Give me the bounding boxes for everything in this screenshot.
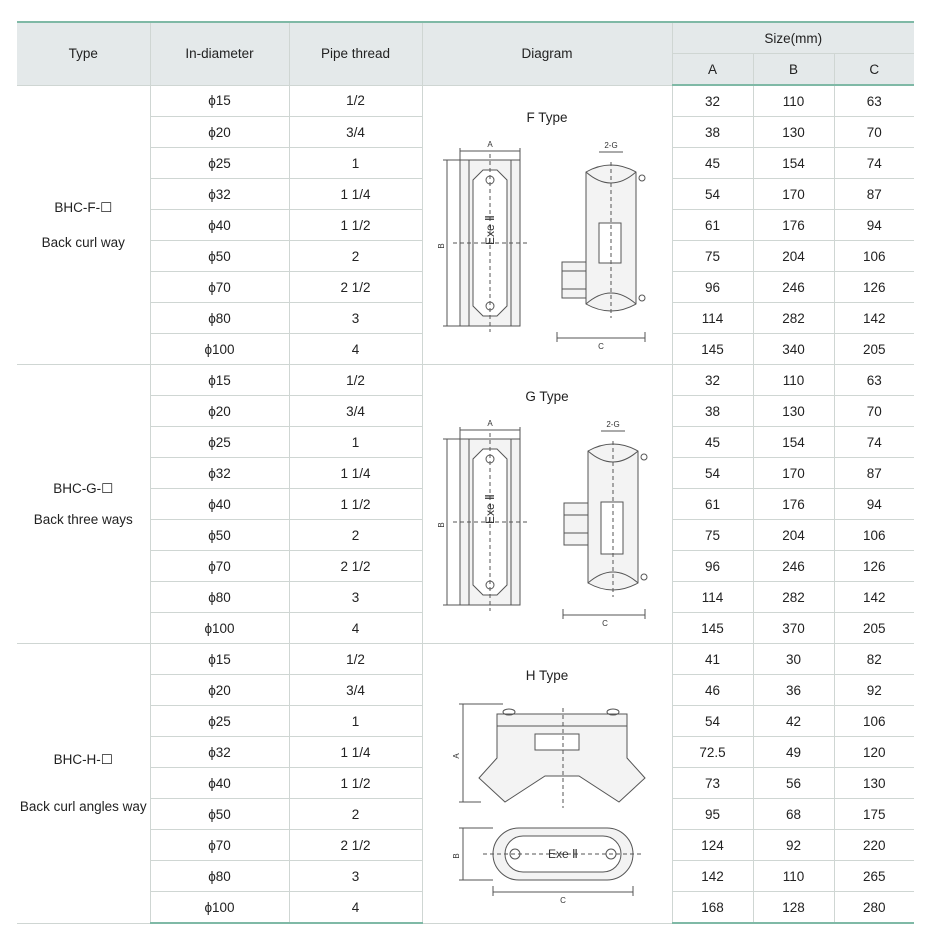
size-b-cell: 176 bbox=[753, 210, 834, 241]
size-c-cell: 74 bbox=[834, 427, 914, 458]
in-diameter-cell: ϕ25 bbox=[150, 427, 289, 458]
in-diameter-cell: ϕ100 bbox=[150, 892, 289, 924]
size-a-cell: 114 bbox=[672, 303, 753, 334]
size-a-cell: 38 bbox=[672, 396, 753, 427]
type-cell bbox=[17, 365, 150, 644]
size-b-cell: 49 bbox=[753, 737, 834, 768]
size-a-cell: 45 bbox=[672, 427, 753, 458]
specification-table bbox=[17, 21, 914, 924]
pipe-thread-cell: 4 bbox=[289, 334, 422, 365]
dim-c-label: C bbox=[559, 896, 566, 906]
size-a-cell: 61 bbox=[672, 489, 753, 520]
size-c-cell: 87 bbox=[834, 179, 914, 210]
size-a-cell: 73 bbox=[672, 768, 753, 799]
size-c-cell: 63 bbox=[834, 85, 914, 117]
in-diameter-cell: ϕ80 bbox=[150, 303, 289, 334]
size-b-cell: 110 bbox=[753, 365, 834, 396]
size-c-cell: 92 bbox=[834, 675, 914, 706]
in-diameter-cell: ϕ15 bbox=[150, 365, 289, 396]
f-type-drawing bbox=[423, 120, 673, 360]
size-a-cell: 54 bbox=[672, 706, 753, 737]
pipe-thread-cell: 3 bbox=[289, 303, 422, 334]
pipe-thread-cell: 3 bbox=[289, 861, 422, 892]
size-a-cell: 96 bbox=[672, 551, 753, 582]
pipe-thread-cell: 1/2 bbox=[289, 644, 422, 675]
size-b-cell: 370 bbox=[753, 613, 834, 644]
size-b-cell: 30 bbox=[753, 644, 834, 675]
in-diameter-cell: ϕ70 bbox=[150, 551, 289, 582]
in-diameter-cell: ϕ32 bbox=[150, 737, 289, 768]
size-a-cell: 32 bbox=[672, 365, 753, 396]
dim-a-label: A bbox=[486, 419, 493, 428]
dim-c-label: C bbox=[601, 619, 608, 628]
dim-b-label: B bbox=[436, 522, 446, 528]
in-diameter-cell: ϕ80 bbox=[150, 861, 289, 892]
type-cell bbox=[17, 85, 150, 365]
table-row bbox=[17, 644, 914, 675]
h-type-drawing bbox=[423, 678, 673, 918]
size-c-cell: 70 bbox=[834, 117, 914, 148]
size-b-cell: 170 bbox=[753, 458, 834, 489]
in-diameter-cell: ϕ50 bbox=[150, 520, 289, 551]
in-diameter-cell: ϕ15 bbox=[150, 644, 289, 675]
in-diameter-cell: ϕ40 bbox=[150, 768, 289, 799]
in-diameter-cell: ϕ50 bbox=[150, 241, 289, 272]
size-a-cell: 168 bbox=[672, 892, 753, 924]
in-diameter-cell: ϕ40 bbox=[150, 489, 289, 520]
diagram-cell bbox=[422, 644, 672, 924]
size-a-cell: 46 bbox=[672, 675, 753, 706]
dim-2g-label: 2-G bbox=[603, 140, 618, 150]
pipe-thread-cell: 1 1/2 bbox=[289, 768, 422, 799]
size-a-cell: 41 bbox=[672, 644, 753, 675]
in-diameter-cell: ϕ40 bbox=[150, 210, 289, 241]
size-b-cell: 42 bbox=[753, 706, 834, 737]
in-diameter-cell: ϕ20 bbox=[150, 117, 289, 148]
size-c-cell: 126 bbox=[834, 551, 914, 582]
size-a-cell: 32 bbox=[672, 85, 753, 117]
size-a-cell: 75 bbox=[672, 241, 753, 272]
table-row bbox=[17, 85, 914, 117]
in-diameter-cell: ϕ20 bbox=[150, 675, 289, 706]
pipe-thread-cell: 2 1/2 bbox=[289, 551, 422, 582]
exe-marking: Exe Ⅱ bbox=[482, 214, 497, 245]
pipe-thread-cell: 3 bbox=[289, 582, 422, 613]
in-diameter-cell: ϕ25 bbox=[150, 706, 289, 737]
size-c-cell: 106 bbox=[834, 520, 914, 551]
in-diameter-cell: ϕ100 bbox=[150, 334, 289, 365]
size-c-cell: 94 bbox=[834, 489, 914, 520]
pipe-thread-cell: 3/4 bbox=[289, 117, 422, 148]
exe-marking: Exe Ⅱ bbox=[547, 847, 578, 862]
size-c-cell: 74 bbox=[834, 148, 914, 179]
size-a-cell: 38 bbox=[672, 117, 753, 148]
pipe-thread-cell: 1 1/4 bbox=[289, 737, 422, 768]
in-diameter-cell: ϕ20 bbox=[150, 396, 289, 427]
header-size-b: B bbox=[753, 54, 834, 86]
table-row bbox=[17, 365, 914, 396]
size-a-cell: 96 bbox=[672, 272, 753, 303]
diagram-title: H Type bbox=[525, 668, 569, 684]
in-diameter-cell: ϕ25 bbox=[150, 148, 289, 179]
in-diameter-cell: ϕ70 bbox=[150, 272, 289, 303]
in-diameter-cell: ϕ100 bbox=[150, 613, 289, 644]
dim-b-label: B bbox=[436, 243, 446, 249]
header-size-a: A bbox=[672, 54, 753, 86]
pipe-thread-cell: 1 1/2 bbox=[289, 210, 422, 241]
size-a-cell: 72.5 bbox=[672, 737, 753, 768]
pipe-thread-cell: 1 1/4 bbox=[289, 458, 422, 489]
type-description: Back curl way bbox=[41, 234, 125, 250]
pipe-thread-cell: 1/2 bbox=[289, 85, 422, 117]
size-c-cell: 142 bbox=[834, 303, 914, 334]
size-c-cell: 280 bbox=[834, 892, 914, 924]
pipe-thread-cell: 1 1/4 bbox=[289, 179, 422, 210]
dim-a-label: A bbox=[486, 139, 493, 149]
size-a-cell: 142 bbox=[672, 861, 753, 892]
size-c-cell: 106 bbox=[834, 241, 914, 272]
dim-2g-label: 2-G bbox=[605, 420, 620, 429]
size-b-cell: 282 bbox=[753, 303, 834, 334]
size-c-cell: 63 bbox=[834, 365, 914, 396]
size-b-cell: 154 bbox=[753, 148, 834, 179]
size-c-cell: 220 bbox=[834, 830, 914, 861]
header-in-diameter: In-diameter bbox=[150, 22, 289, 85]
header-diagram: Diagram bbox=[422, 22, 672, 85]
dim-c-label: C bbox=[597, 341, 604, 351]
size-b-cell: 154 bbox=[753, 427, 834, 458]
size-b-cell: 128 bbox=[753, 892, 834, 924]
size-c-cell: 120 bbox=[834, 737, 914, 768]
size-a-cell: 145 bbox=[672, 613, 753, 644]
size-b-cell: 340 bbox=[753, 334, 834, 365]
size-b-cell: 170 bbox=[753, 179, 834, 210]
size-a-cell: 114 bbox=[672, 582, 753, 613]
type-cell bbox=[17, 644, 150, 924]
size-b-cell: 110 bbox=[753, 861, 834, 892]
size-c-cell: 106 bbox=[834, 706, 914, 737]
in-diameter-cell: ϕ80 bbox=[150, 582, 289, 613]
pipe-thread-cell: 1 bbox=[289, 148, 422, 179]
size-b-cell: 176 bbox=[753, 489, 834, 520]
type-description: Back three ways bbox=[33, 512, 133, 527]
type-code: BHC-F-☐ bbox=[54, 199, 113, 215]
header-type: Type bbox=[17, 22, 150, 85]
pipe-thread-cell: 4 bbox=[289, 892, 422, 924]
size-b-cell: 56 bbox=[753, 768, 834, 799]
dim-b-label: B bbox=[451, 853, 461, 859]
pipe-thread-cell: 3/4 bbox=[289, 396, 422, 427]
size-c-cell: 265 bbox=[834, 861, 914, 892]
in-diameter-cell: ϕ32 bbox=[150, 458, 289, 489]
exe-marking: Exe Ⅱ bbox=[482, 494, 497, 524]
pipe-thread-cell: 1/2 bbox=[289, 365, 422, 396]
diagram-title: G Type bbox=[525, 389, 569, 404]
size-b-cell: 130 bbox=[753, 117, 834, 148]
type-code: BHC-H-☐ bbox=[53, 752, 113, 768]
in-diameter-cell: ϕ15 bbox=[150, 85, 289, 117]
size-a-cell: 61 bbox=[672, 210, 753, 241]
size-b-cell: 282 bbox=[753, 582, 834, 613]
header-pipe-thread: Pipe thread bbox=[289, 22, 422, 85]
size-b-cell: 246 bbox=[753, 272, 834, 303]
size-b-cell: 68 bbox=[753, 799, 834, 830]
diagram-cell bbox=[422, 85, 672, 365]
diagram-cell bbox=[422, 365, 672, 644]
pipe-thread-cell: 2 1/2 bbox=[289, 272, 422, 303]
size-a-cell: 124 bbox=[672, 830, 753, 861]
in-diameter-cell: ϕ50 bbox=[150, 799, 289, 830]
size-c-cell: 126 bbox=[834, 272, 914, 303]
pipe-thread-cell: 3/4 bbox=[289, 675, 422, 706]
size-c-cell: 205 bbox=[834, 334, 914, 365]
table-body bbox=[17, 85, 914, 923]
in-diameter-cell: ϕ70 bbox=[150, 830, 289, 861]
pipe-thread-cell: 1 1/2 bbox=[289, 489, 422, 520]
type-code: BHC-G-☐ bbox=[53, 481, 114, 496]
header-size-c: C bbox=[834, 54, 914, 86]
g-type-drawing bbox=[423, 399, 673, 639]
size-b-cell: 110 bbox=[753, 85, 834, 117]
size-b-cell: 204 bbox=[753, 520, 834, 551]
diagram-title: F Type bbox=[526, 109, 568, 125]
in-diameter-cell: ϕ32 bbox=[150, 179, 289, 210]
size-c-cell: 130 bbox=[834, 768, 914, 799]
size-b-cell: 204 bbox=[753, 241, 834, 272]
pipe-thread-cell: 2 1/2 bbox=[289, 830, 422, 861]
header-size: Size(mm) bbox=[672, 22, 914, 54]
size-c-cell: 82 bbox=[834, 644, 914, 675]
size-a-cell: 54 bbox=[672, 458, 753, 489]
size-c-cell: 175 bbox=[834, 799, 914, 830]
size-a-cell: 54 bbox=[672, 179, 753, 210]
size-c-cell: 205 bbox=[834, 613, 914, 644]
size-b-cell: 92 bbox=[753, 830, 834, 861]
size-b-cell: 36 bbox=[753, 675, 834, 706]
type-description: Back curl angles way bbox=[19, 799, 147, 815]
size-a-cell: 145 bbox=[672, 334, 753, 365]
dim-a-label: A bbox=[451, 753, 461, 759]
size-a-cell: 75 bbox=[672, 520, 753, 551]
size-a-cell: 45 bbox=[672, 148, 753, 179]
size-b-cell: 130 bbox=[753, 396, 834, 427]
pipe-thread-cell: 2 bbox=[289, 799, 422, 830]
pipe-thread-cell: 1 bbox=[289, 706, 422, 737]
size-c-cell: 142 bbox=[834, 582, 914, 613]
size-a-cell: 95 bbox=[672, 799, 753, 830]
pipe-thread-cell: 2 bbox=[289, 520, 422, 551]
pipe-thread-cell: 4 bbox=[289, 613, 422, 644]
pipe-thread-cell: 1 bbox=[289, 427, 422, 458]
pipe-thread-cell: 2 bbox=[289, 241, 422, 272]
size-c-cell: 87 bbox=[834, 458, 914, 489]
size-c-cell: 94 bbox=[834, 210, 914, 241]
size-c-cell: 70 bbox=[834, 396, 914, 427]
size-b-cell: 246 bbox=[753, 551, 834, 582]
